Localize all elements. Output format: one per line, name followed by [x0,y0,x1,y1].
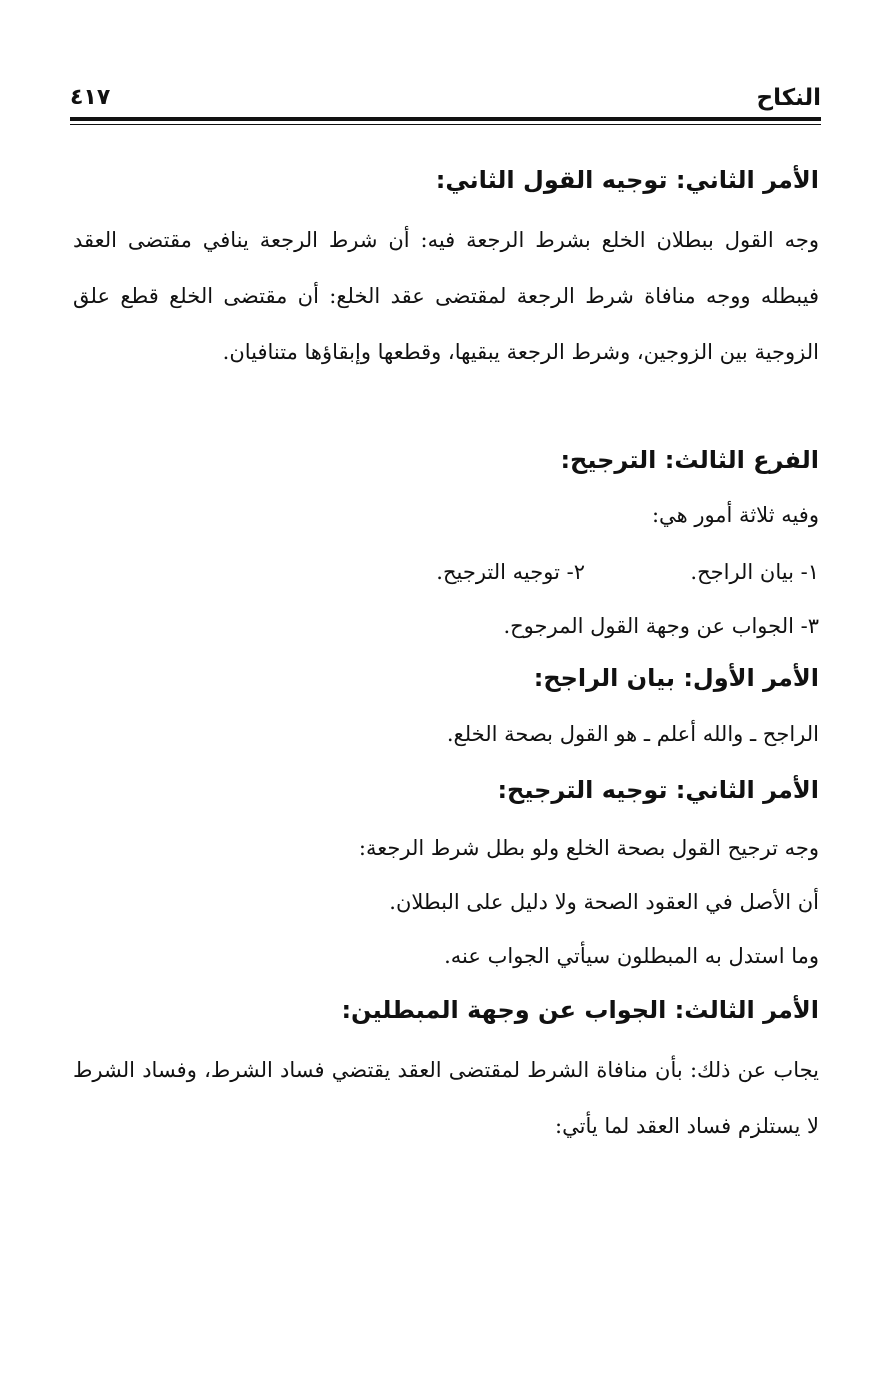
chapter-title: النكاح [756,85,821,111]
paragraph-response: يجاب عن ذلك: بأن منافاة الشرط لمقتضى العقد يقتضي فساد الشرط، وفساد الشرط لا يستلزم فساد العقد لما يأتي: [73,1058,819,1138]
text-line [73,606,819,646]
intro-three-matters: وفيه ثلاثة أمور هي: [651,503,819,527]
section-heading [73,990,819,1030]
section-heading [73,160,819,200]
text-line [73,495,819,535]
heading-third-matter-response: الأمر الثالث: الجواب عن وجهة المبطلين: [341,996,819,1024]
text-line [73,882,819,922]
list-row [73,552,819,592]
list-item-2: ٢- توجيه الترجيح. [436,560,585,584]
preferred-opinion-text: الراجح ـ والله أعلم ـ هو القول بصحة الخلع. [446,722,819,746]
list-item-1: ١- بيان الراجح. [690,560,819,584]
justification-line-3: وما استدل به المبطلون سيأتي الجواب عنه. [444,944,819,968]
header-rule-thin [70,124,821,125]
header-rule-thick [70,117,821,121]
heading-third-branch-preference: الفرع الثالث: الترجيح: [560,446,819,474]
text-line [73,714,819,754]
heading-second-matter-preference-justification: الأمر الثاني: توجيه الترجيح: [497,776,819,804]
paragraph-block [73,212,819,380]
section-heading [73,658,819,698]
heading-second-matter-second-opinion: الأمر الثاني: توجيه القول الثاني: [435,166,819,194]
page-number: ٤١٧ [70,85,111,110]
section-heading [73,440,819,480]
paragraph-second-opinion-justification: وجه القول ببطلان الخلع بشرط الرجعة فيه: أن شرط الرجعة ينافي مقتضى العقد فيبطله ووجه منافاة شرط الرجعة لمقتضى عقد الخلع: أن مقتضى الخلع قطع علق الزوجية بين الزوجين، وشرط الرجعة يبقيها، وقطعها وإبقاؤها متنافيان. [73,228,819,364]
paragraph-block [73,1042,819,1154]
heading-first-matter-preferred: الأمر الأول: بيان الراجح: [533,664,819,692]
text-line [73,936,819,976]
section-heading [73,770,819,810]
running-header [70,82,821,114]
list-item-3: ٣- الجواب عن وجهة القول المرجوح. [503,614,819,638]
justification-line-2: أن الأصل في العقود الصحة ولا دليل على البطلان. [389,890,819,914]
justification-line-1: وجه ترجيح القول بصحة الخلع ولو بطل شرط الرجعة: [358,836,819,860]
text-line [73,828,819,868]
